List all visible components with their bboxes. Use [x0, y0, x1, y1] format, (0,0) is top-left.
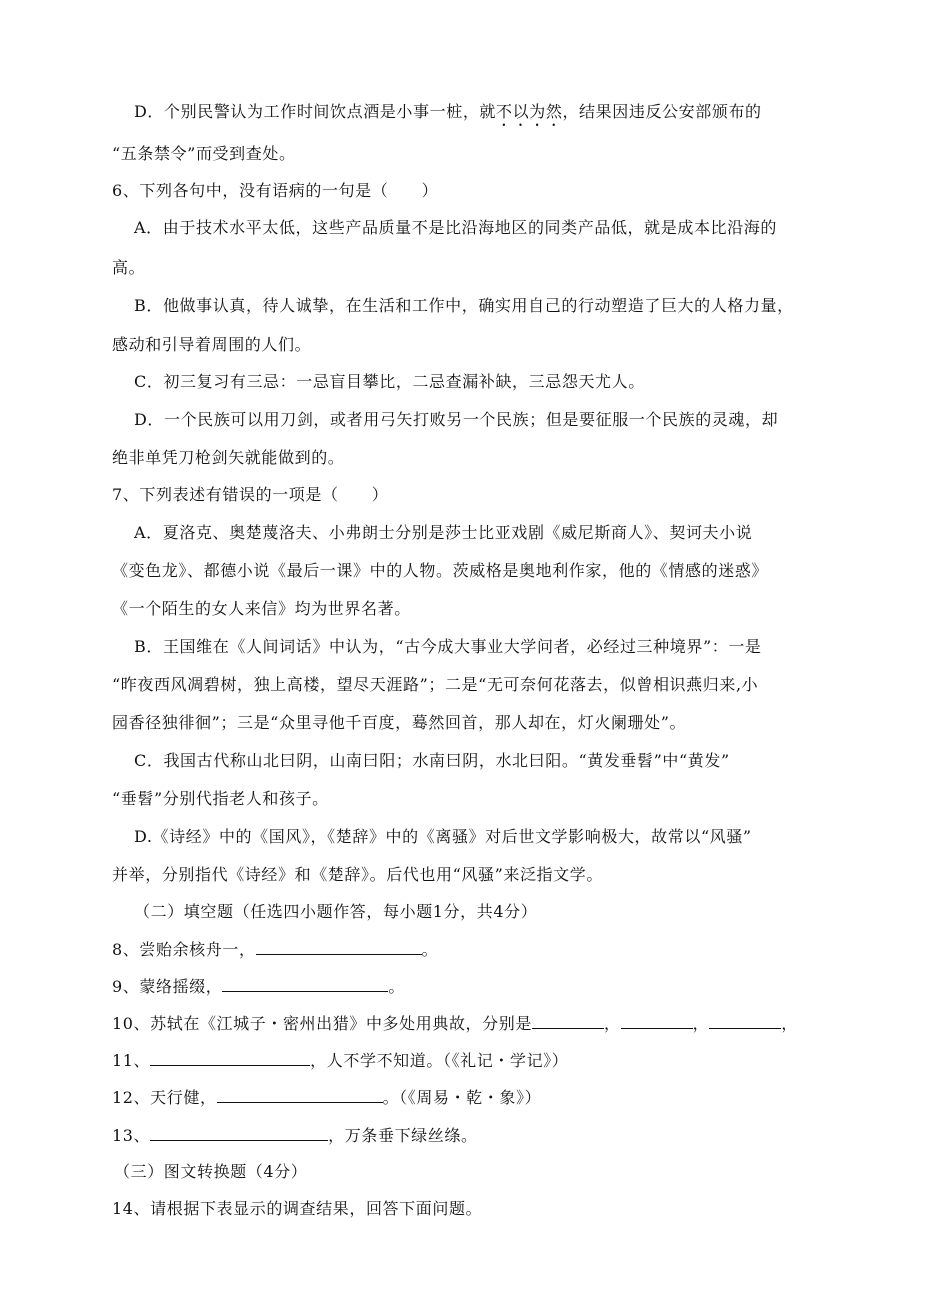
q12-answer-blank[interactable] — [217, 1086, 383, 1103]
q5-option-d-text-cont: ，结果因违反公安部颁布的 — [562, 102, 762, 121]
q7-option-a-line3: 《一个陌生的女人来信》均为世界名著。 — [112, 599, 411, 618]
q7-option-c-line1: C．我国古代称山北曰阴，山南曰阳；水南曰阴，水北曰阳。“黄发垂髫”中“黄发” — [134, 751, 730, 770]
q7-option-d-line1: D.《诗经》中的《国风》，《楚辞》中的《离骚》对后世文学影响极大，故常以“风骚” — [134, 827, 752, 846]
q6-option-b-line1: B．他做事认真，待人诚挚，在生活和工作中，确实用自己的行动塑造了巨大的人格力量， — [134, 296, 794, 315]
q6-option-d-line2: 绝非单凭刀枪剑矢就能做到的。 — [112, 448, 345, 467]
section-graphic-conversion-heading: （三）图文转换题（4分） — [114, 1162, 308, 1181]
q7-option-b-line3: 园香径独徘徊”；三是“众里寻他千百度，蓦然回首，那人却在，灯火阑珊处”。 — [112, 713, 687, 732]
q5-option-d-line1 — [134, 101, 762, 130]
q10-answer-blank-1[interactable] — [532, 1012, 604, 1029]
q8-text: 8、尝贻余核舟一， — [112, 940, 256, 959]
q10-text: 10、苏轼在《江城子・密州出猎》中多处用典故，分别是 — [112, 1014, 532, 1033]
q9-answer-blank[interactable] — [222, 975, 388, 992]
q10-separator: ， — [692, 1014, 710, 1033]
q13-text: ，万条垂下绿丝绦。 — [328, 1126, 478, 1145]
q8-answer-blank[interactable] — [256, 938, 422, 955]
q7-option-a-line1: A．夏洛克、奥楚蔑洛夫、小弗朗士分别是莎士比亚戏剧《威尼斯商人》、契诃夫小说 — [134, 523, 753, 542]
q9 — [112, 975, 405, 998]
q14-stem: 14、请根据下表显示的调查结果，回答下面问题。 — [112, 1199, 483, 1218]
q5-option-d-line2: “五条禁令”而受到查处。 — [112, 144, 296, 163]
q11-answer-blank[interactable] — [150, 1049, 310, 1066]
q6-stem: 6、下列各句中，没有语病的一句是（ ） — [112, 181, 439, 200]
q6-option-b-line2: 感动和引导着周围的人们。 — [112, 335, 312, 354]
q9-end: 。 — [388, 977, 405, 996]
q7-stem: 7、下列表述有错误的一项是（ ） — [112, 485, 389, 504]
q10-end: ， — [781, 1014, 798, 1033]
q9-text: 9、蒙络摇缀， — [112, 977, 223, 996]
q12-text: 12、天行健， — [112, 1088, 217, 1107]
q8-end: 。 — [421, 940, 439, 959]
q7-option-d-line2: 并举，分别指代《诗经》和《楚辞》。后代也用“风骚”来泛指文学。 — [112, 865, 603, 884]
q10-answer-blank-3[interactable] — [709, 1012, 781, 1029]
q13-number: 13、 — [112, 1126, 151, 1145]
q10 — [112, 1012, 798, 1035]
q6-option-a-line2: 高。 — [112, 258, 146, 277]
q8 — [112, 938, 438, 961]
q6-option-c: C．初三复习有三忌：一忌盲目攀比，二忌查漏补缺，三忌怨天尤人。 — [134, 372, 645, 391]
q10-answer-blank-2[interactable] — [621, 1012, 693, 1029]
q6-option-d-line1: D．一个民族可以用刀剑，或者用弓矢打败另一个民族；但是要征服一个民族的灵魂，却 — [134, 410, 779, 429]
q10-separator: ， — [603, 1014, 621, 1033]
q11-number: 11、 — [112, 1051, 151, 1070]
section-fill-in-heading: （二）填空题（任选四小题作答，每小题1分，共4分） — [134, 902, 538, 921]
q7-option-a-line2: 《变色龙》、都德小说《最后一课》中的人物。茨威格是奥地利作家，他的《情感的迷惑》 — [112, 561, 769, 580]
q6-option-a-line1: A．由于技术水平太低，这些产品质量不是比沿海地区的同类产品低，就是成本比沿海的 — [134, 218, 777, 237]
q12 — [112, 1086, 541, 1109]
q13 — [112, 1124, 478, 1147]
q11 — [112, 1049, 568, 1072]
q13-answer-blank[interactable] — [150, 1124, 328, 1141]
q5-option-d-emphasized-phrase: 不以为然 — [496, 102, 563, 121]
q7-option-c-line2: “垂髫”分别代指老人和孩子。 — [112, 789, 329, 808]
q11-text: ，人不学不知道。（《礼记・学记》） — [310, 1051, 569, 1070]
q7-option-b-line1: B．王国维在《人间词话》中认为，“古今成大事业大学问者，必经过三种境界”：一是 — [134, 637, 762, 656]
q5-option-d-text: D．个别民警认为工作时间饮点酒是小事一桩，就 — [134, 102, 497, 121]
q12-source: 。（《周易・乾・象》） — [382, 1088, 542, 1107]
q7-option-b-line2: “昨夜西风凋碧树，独上高楼，望尽天涯路”；二是“无可奈何花落去，似曾相识燕归来,小 — [112, 675, 759, 694]
